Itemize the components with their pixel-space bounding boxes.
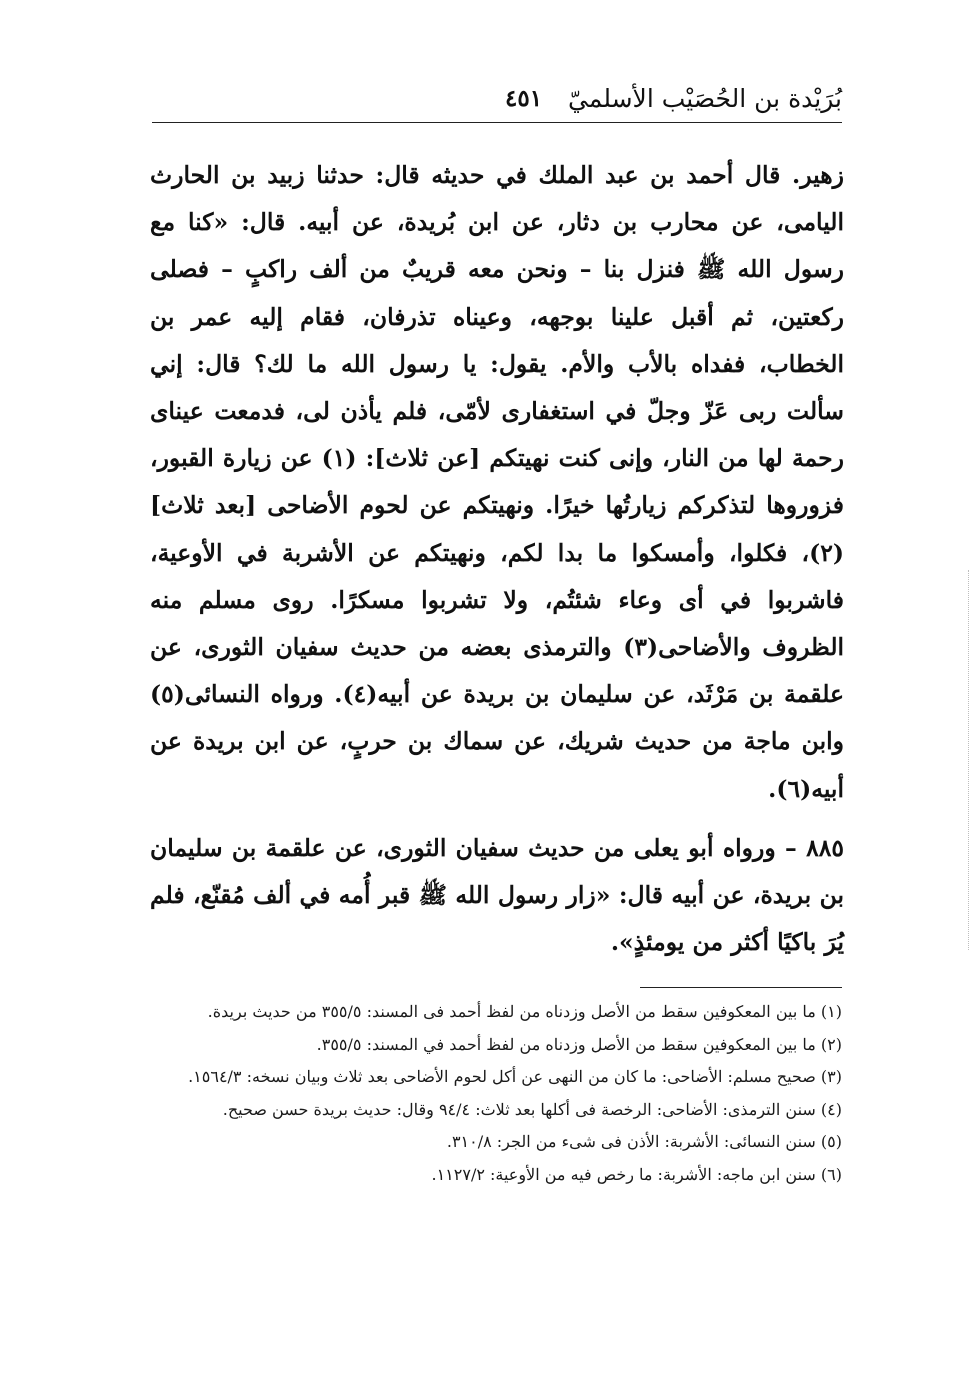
- footnote: (٣) صحيح مسلم: الأضاحى: ما كان من النهى عن أكل لحوم الأضاحى بعد ثلاث وبيان نسخه: ١٥٦٤/٣.: [188, 1067, 842, 1086]
- footnote: (٦) سنن ابن ماجه: الأشربة: ما رخص فيه من الأوعية: ١١٢٧/٢.: [431, 1164, 842, 1184]
- header-rule: [152, 122, 842, 123]
- running-title: بُرَيْدة بن الحُصَيْب الأسلميّ: [568, 83, 842, 113]
- footnote: (٥) سنن النسائى: الأشربة: الأذن فى شىء من الجر: ٣١٠/٨.: [446, 1132, 842, 1151]
- main-text: [150, 152, 844, 966]
- footnote: (٢) ما بين المعكوفين سقط من الأصل وزدناه من لفظ أحمد في المسند: ٣٥٥/٥.: [316, 1034, 842, 1054]
- page-number: ٤٥١: [504, 84, 543, 112]
- footnote: (٤) سنن الترمذى: الأضاحى: الرخصة فى أكلها بعد ثلاث: ٩٤/٤ وقال: حديث بريدة حسن صحيح.: [222, 1099, 842, 1119]
- page-header: [152, 78, 842, 118]
- scan-edge-mark: [967, 570, 969, 950]
- paragraph: زهير. قال أحمد بن عبد الملك في حديثه قال: حدثنا زبيد بن الحارث اليامى، عن محارب بن دثار، عن ابن بُريدة، عن أبيه. قال: «كنا مع رسول الله ﷺ فنزل بنا – ونحن معه قريبٌ من ألف راكبٍ – فصلى ركعتين، ثم أقبل علينا بوجهه، وعيناه تذرفان، فقام إليه عمر بن الخطاب، ففداه بالأب والأم. يقول: يا رسول الله ما لك؟ قال: إني سألت ربى عَزّ وجلّ في استغفارى لأمّى، فلم يأذن لى، فدمعت عيناى رحمة لها من النار، وإنى كنت نهيتكم [عن ثلاث]: (١) عن زيارة القبور، فزوروها لتذكركم زيارتُها خيرًا. ونهيتكم عن لحوم الأضاحى [بعد ثلاث](٢)، فكلوا، وأمسكوا ما بدا لكم، ونهيتكم عن الأشربة في الأوعية، فاشربوا في أى وعاء شئتُم، ولا تشربوا مسكرًا. روى مسلم منه الظروف والأضاحى(٣) والترمذى بعضه من حديث سفيان الثورى، عن علقمة بن مَرْثَد، عن سليمان بن بريدة عن أبيه(٤). ورواه النسائى(٥) وابن ماجة من حديث شريك، عن سماك بن حربٍ، عن ابن بريدة عن أبيه(٦).: [150, 161, 845, 803]
- paragraph: ٨٨٥ – ورواه أبو يعلى من حديث سفيان الثورى، عن علقمة بن سليمان بن بريدة، عن أبيه قال: «زار رسول الله ﷺ قبر أُمه في ألف مُقنّع، فلم يُرَ باكيًا أكثر من يومئذٍ».: [150, 833, 844, 957]
- footnotes: [152, 996, 842, 1191]
- footnote-rule: [640, 987, 842, 988]
- footnote: (١) ما بين المعكوفين سقط من الأصل وزدناه من لفظ أحمد فى المسند: ٣٥٥/٥ من حديث بريدة.: [207, 1002, 842, 1021]
